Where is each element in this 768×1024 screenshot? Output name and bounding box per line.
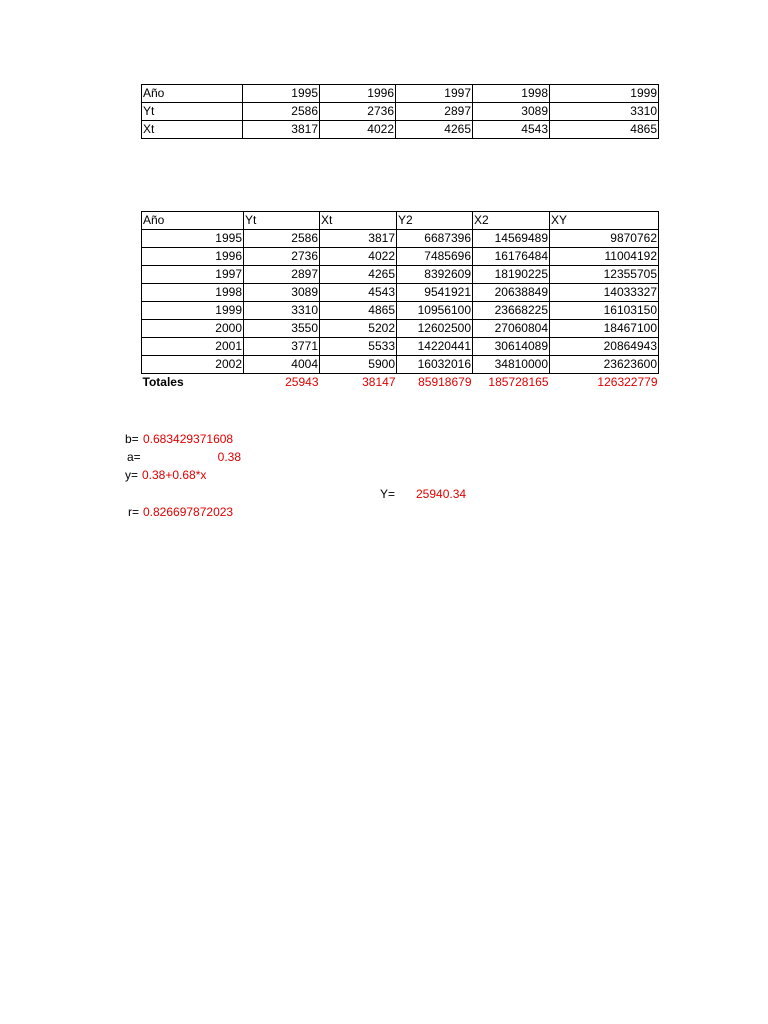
header-cell: Año — [142, 212, 244, 230]
table-cell: 4543 — [473, 121, 550, 139]
header-row — [142, 212, 659, 230]
table-cell: 23623600 — [550, 356, 659, 374]
table-cell: 20864943 — [550, 338, 659, 356]
table-cell: 7485696 — [397, 248, 473, 266]
table-cell: 4865 — [320, 302, 397, 320]
table-cell: 10956100 — [397, 302, 473, 320]
Y-label: Y= — [380, 487, 396, 501]
table-cell: 4265 — [396, 121, 473, 139]
table-cell: 3310 — [550, 103, 659, 121]
table-row — [142, 248, 659, 266]
table-cell: 3771 — [244, 338, 320, 356]
table-cell: 1998 — [473, 85, 550, 103]
table-cell: 3089 — [473, 103, 550, 121]
header-cell: Xt — [320, 212, 397, 230]
table-cell: 2002 — [142, 356, 244, 374]
b-value: 0.683429371608 — [143, 432, 234, 446]
b-label: b= — [125, 432, 139, 446]
table-cell: 3310 — [244, 302, 320, 320]
totals-row — [142, 374, 659, 392]
table-cell: 2586 — [244, 230, 320, 248]
table-cell: 14220441 — [397, 338, 473, 356]
table-cell: 1999 — [550, 85, 659, 103]
table-row — [142, 121, 659, 139]
table-cell: 2897 — [396, 103, 473, 121]
table-cell: 2736 — [244, 248, 320, 266]
table-cell: 1997 — [142, 266, 244, 284]
totals-label: Totales — [142, 375, 184, 389]
row-label: Yt — [142, 103, 243, 121]
table-cell: 14033327 — [550, 284, 659, 302]
Y-value: 25940.34 — [416, 487, 467, 501]
total-cell: 38147 — [362, 375, 396, 389]
table-cell: 4265 — [320, 266, 397, 284]
table-cell: 1996 — [142, 248, 244, 266]
table-row — [142, 103, 659, 121]
row-label: Xt — [142, 121, 243, 139]
table-cell: 3089 — [244, 284, 320, 302]
table-cell: 27060804 — [473, 320, 550, 338]
row-label: Año — [142, 85, 243, 103]
table-cell: 1995 — [142, 230, 244, 248]
table-cell: 4004 — [244, 356, 320, 374]
table-row — [142, 302, 659, 320]
table-cell: 14569489 — [473, 230, 550, 248]
table-cell: 20638849 — [473, 284, 550, 302]
table-row — [142, 320, 659, 338]
header-cell: X2 — [473, 212, 550, 230]
table-cell: 4865 — [550, 121, 659, 139]
total-cell: 126322779 — [597, 375, 658, 389]
table-cell: 12602500 — [397, 320, 473, 338]
table-cell: 4022 — [320, 121, 396, 139]
equation-value: 0.38+0.68*x — [142, 468, 207, 482]
table-cell: 3550 — [244, 320, 320, 338]
table-cell: 8392609 — [397, 266, 473, 284]
table-row — [142, 230, 659, 248]
a-value: 0.38 — [217, 450, 241, 464]
table-cell: 2001 — [142, 338, 244, 356]
table-cell: 30614089 — [473, 338, 550, 356]
table-row — [142, 338, 659, 356]
table-cell: 1999 — [142, 302, 244, 320]
header-cell: Y2 — [397, 212, 473, 230]
table-cell: 5533 — [320, 338, 397, 356]
table-cell: 3817 — [243, 121, 320, 139]
equation-label: y= — [125, 468, 139, 482]
header-cell: XY — [550, 212, 659, 230]
table-cell: 2586 — [243, 103, 320, 121]
table-cell: 1997 — [396, 85, 473, 103]
calculation-table — [141, 211, 659, 391]
table-cell: 5202 — [320, 320, 397, 338]
table-cell: 9870762 — [550, 230, 659, 248]
r-value: 0.826697872023 — [143, 505, 234, 519]
table-cell: 2897 — [244, 266, 320, 284]
table-cell: 11004192 — [550, 248, 659, 266]
table-cell: 3817 — [320, 230, 397, 248]
table-row — [142, 85, 659, 103]
table-cell: 9541921 — [397, 284, 473, 302]
table-cell: 16103150 — [550, 302, 659, 320]
table-cell: 12355705 — [550, 266, 659, 284]
table-cell: 4543 — [320, 284, 397, 302]
table-cell: 18190225 — [473, 266, 550, 284]
table-cell: 6687396 — [397, 230, 473, 248]
table-cell: 34810000 — [473, 356, 550, 374]
table-cell: 1995 — [243, 85, 320, 103]
table-row — [142, 356, 659, 374]
a-label: a= — [127, 450, 141, 464]
table-cell: 5900 — [320, 356, 397, 374]
table-row — [142, 284, 659, 302]
summary-table — [141, 84, 659, 139]
table-cell: 18467100 — [550, 320, 659, 338]
table-cell: 16032016 — [397, 356, 473, 374]
table-cell: 2736 — [320, 103, 396, 121]
total-cell: 85918679 — [418, 375, 472, 389]
total-cell: 185728165 — [488, 375, 549, 389]
table-cell: 1998 — [142, 284, 244, 302]
table-cell: 23668225 — [473, 302, 550, 320]
table-cell: 2000 — [142, 320, 244, 338]
total-cell: 25943 — [285, 375, 319, 389]
header-cell: Yt — [244, 212, 320, 230]
table-row — [142, 266, 659, 284]
table-cell: 1996 — [320, 85, 396, 103]
table-cell: 4022 — [320, 248, 397, 266]
r-label: r= — [128, 505, 140, 519]
table-cell: 16176484 — [473, 248, 550, 266]
